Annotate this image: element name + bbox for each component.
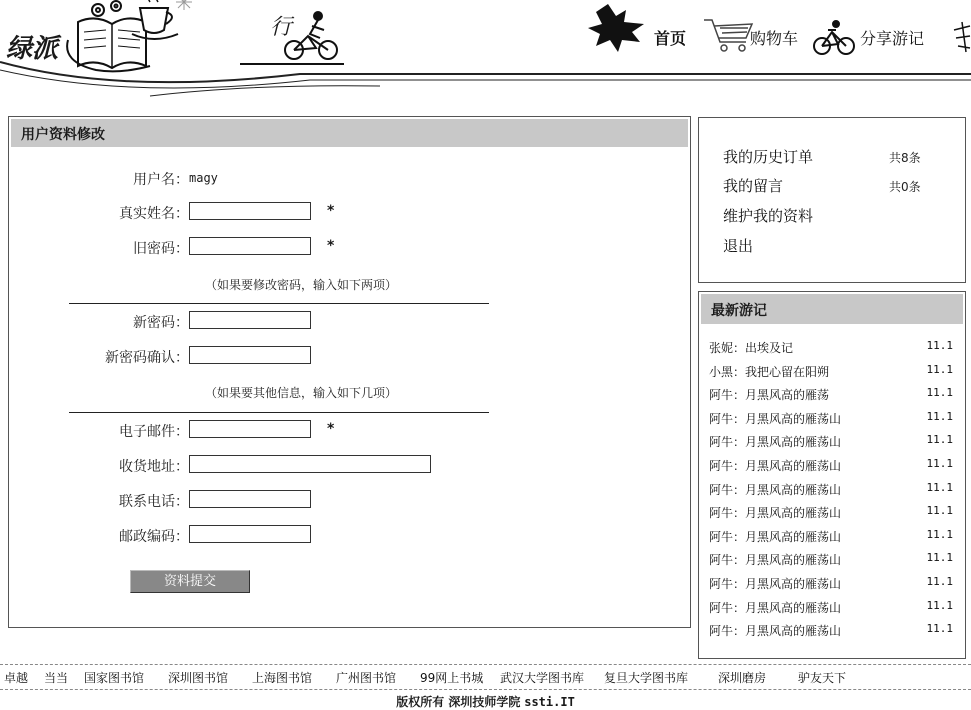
diary-title: 阿牛：月黑风高的雁荡山 bbox=[709, 553, 842, 568]
diary-date: 11.1 bbox=[926, 504, 953, 518]
menu-maintain-profile[interactable]: 维护我的资料 bbox=[723, 207, 814, 225]
diary-list-item[interactable] bbox=[709, 478, 953, 500]
diary-list-item[interactable] bbox=[709, 454, 953, 476]
zip-label: 邮政编码： bbox=[119, 529, 189, 545]
footer-link[interactable]: 国家图书馆 bbox=[84, 671, 145, 685]
diary-title: 阿牛：月黑风高的雁荡山 bbox=[709, 435, 842, 450]
address-field[interactable] bbox=[189, 455, 431, 473]
copyright-site: ssti.IT bbox=[524, 695, 575, 709]
other-info-hint: （如果要其他信息，输入如下几项） bbox=[205, 386, 398, 400]
zip-field[interactable] bbox=[189, 525, 311, 543]
footer-link[interactable]: 当当 bbox=[44, 671, 69, 685]
footer-link[interactable]: 复旦大学图书库 bbox=[604, 671, 689, 685]
diary-list-item[interactable] bbox=[709, 548, 953, 570]
book-icon bbox=[67, 18, 150, 71]
nav-share-diary-label: 分享游记 bbox=[860, 28, 925, 48]
email-label: 电子邮件： bbox=[119, 424, 189, 440]
diary-list-item[interactable] bbox=[709, 619, 953, 641]
diary-list-item[interactable] bbox=[709, 383, 953, 405]
footer-link[interactable]: 上海图书馆 bbox=[252, 671, 313, 685]
diary-date: 11.1 bbox=[926, 433, 953, 447]
diary-date: 11.1 bbox=[926, 598, 953, 612]
diary-date: 11.1 bbox=[926, 551, 953, 565]
footer-link[interactable]: 广州图书馆 bbox=[336, 671, 397, 685]
latest-diaries-panel bbox=[698, 291, 966, 659]
realname-required-mark: * bbox=[327, 203, 335, 219]
divider bbox=[69, 303, 489, 304]
submit-profile-button[interactable]: 资料提交 bbox=[130, 570, 250, 593]
diary-list-item[interactable] bbox=[709, 336, 953, 358]
confirm-password-label: 新密码确认： bbox=[105, 350, 189, 366]
diary-title: 阿牛：月黑风高的雁荡山 bbox=[709, 600, 842, 615]
diary-title: 阿牛：月黑风高的雁荡山 bbox=[709, 577, 842, 591]
latest-diaries-header bbox=[701, 294, 963, 324]
messages-count: 共0条 bbox=[889, 180, 921, 194]
diary-title: 阿牛：月黑风高的雁荡山 bbox=[709, 482, 842, 497]
diary-list-item[interactable] bbox=[709, 407, 953, 429]
diary-date: 11.1 bbox=[926, 622, 953, 636]
diary-date: 11.1 bbox=[926, 386, 953, 400]
header-artwork bbox=[0, 0, 971, 100]
swirl-icon bbox=[92, 1, 121, 16]
diary-date: 11.1 bbox=[926, 409, 953, 423]
diary-title: 张妮：出埃及记 bbox=[709, 341, 794, 355]
address-label: 收货地址： bbox=[119, 459, 189, 475]
diary-date: 11.1 bbox=[926, 575, 953, 588]
latest-diaries-title: 最新游记 bbox=[711, 303, 767, 319]
profile-form-title: 用户资料修改 bbox=[21, 127, 105, 143]
diary-title: 阿牛：月黑风高的雁荡山 bbox=[709, 624, 842, 639]
footer-link[interactable]: 深圳图书馆 bbox=[168, 671, 229, 685]
diary-title: 阿牛：月黑风高的雁荡山 bbox=[709, 506, 842, 521]
diary-date: 11.1 bbox=[926, 480, 953, 494]
diary-list-item[interactable] bbox=[709, 596, 953, 618]
partial-nav-icon bbox=[954, 22, 970, 52]
old-password-label: 旧密码： bbox=[133, 241, 189, 257]
divider bbox=[69, 412, 489, 413]
username-label: 用户名： bbox=[133, 172, 189, 188]
nav-home-label: 首页 bbox=[654, 28, 687, 48]
footer-links-bar bbox=[0, 664, 971, 690]
footer-link[interactable]: 卓越 bbox=[4, 671, 29, 685]
site-header bbox=[0, 0, 971, 100]
diary-date: 11.1 bbox=[926, 339, 953, 352]
diary-list-item[interactable] bbox=[709, 525, 953, 547]
diary-list-item[interactable] bbox=[709, 572, 953, 594]
site-logo: 绿派 bbox=[6, 34, 59, 64]
account-menu-panel bbox=[698, 117, 966, 283]
menu-logout[interactable]: 退出 bbox=[723, 237, 754, 255]
footer-link[interactable]: 99网上书城 bbox=[420, 671, 484, 685]
new-password-field[interactable] bbox=[189, 311, 311, 329]
phone-label: 联系电话： bbox=[119, 494, 189, 510]
diary-date: 11.1 bbox=[926, 457, 953, 470]
diary-list-item[interactable] bbox=[709, 501, 953, 523]
maple-leaf-icon bbox=[588, 4, 644, 52]
nav-cart-label: 购物车 bbox=[750, 28, 799, 48]
menu-my-messages[interactable]: 我的留言 bbox=[723, 177, 784, 195]
diary-list-item[interactable] bbox=[709, 430, 953, 452]
footer-link[interactable]: 驴友天下 bbox=[798, 671, 847, 685]
nav-cart[interactable] bbox=[750, 22, 798, 52]
nav-home[interactable] bbox=[654, 22, 686, 52]
phone-field[interactable] bbox=[189, 490, 311, 508]
diary-title: 阿牛：月黑风高的雁荡山 bbox=[709, 459, 842, 473]
diary-date: 11.1 bbox=[926, 527, 953, 541]
email-field[interactable] bbox=[189, 420, 311, 438]
sun-icon bbox=[176, 0, 192, 10]
diary-title: 小黑：我把心留在阳朔 bbox=[709, 364, 830, 379]
bicycle-icon bbox=[814, 21, 854, 54]
diary-title: 阿牛：月黑风高的雁荡 bbox=[709, 388, 830, 403]
nav-share-diary[interactable] bbox=[860, 22, 924, 52]
confirm-password-field[interactable] bbox=[189, 346, 311, 364]
realname-field[interactable] bbox=[189, 202, 311, 220]
username-value: magy bbox=[189, 171, 218, 185]
realname-label: 真实姓名： bbox=[119, 206, 189, 222]
old-password-field[interactable] bbox=[189, 237, 311, 255]
menu-order-history[interactable]: 我的历史订单 bbox=[723, 148, 814, 166]
new-password-label: 新密码： bbox=[133, 315, 189, 331]
diary-date: 11.1 bbox=[926, 362, 953, 376]
copyright-text: 版权所有 深圳技师学院 bbox=[396, 695, 521, 709]
footer-link[interactable]: 深圳磨房 bbox=[718, 671, 767, 685]
diary-list-item[interactable] bbox=[709, 360, 953, 382]
order-history-count: 共8条 bbox=[889, 151, 921, 165]
copyright bbox=[0, 693, 971, 710]
site-badge: 行 bbox=[270, 15, 293, 40]
profile-form-header bbox=[11, 119, 688, 147]
diary-title: 阿牛：月黑风高的雁荡山 bbox=[709, 411, 842, 426]
profile-form-panel bbox=[8, 116, 691, 628]
email-required-mark: * bbox=[327, 421, 335, 437]
diary-title: 阿牛：月黑风高的雁荡山 bbox=[709, 529, 842, 544]
footer-link[interactable]: 武汉大学图书库 bbox=[500, 671, 585, 685]
old-password-required-mark: * bbox=[327, 238, 335, 254]
password-change-hint: （如果要修改密码，输入如下两项） bbox=[205, 278, 398, 292]
shopping-cart-icon bbox=[704, 20, 752, 51]
